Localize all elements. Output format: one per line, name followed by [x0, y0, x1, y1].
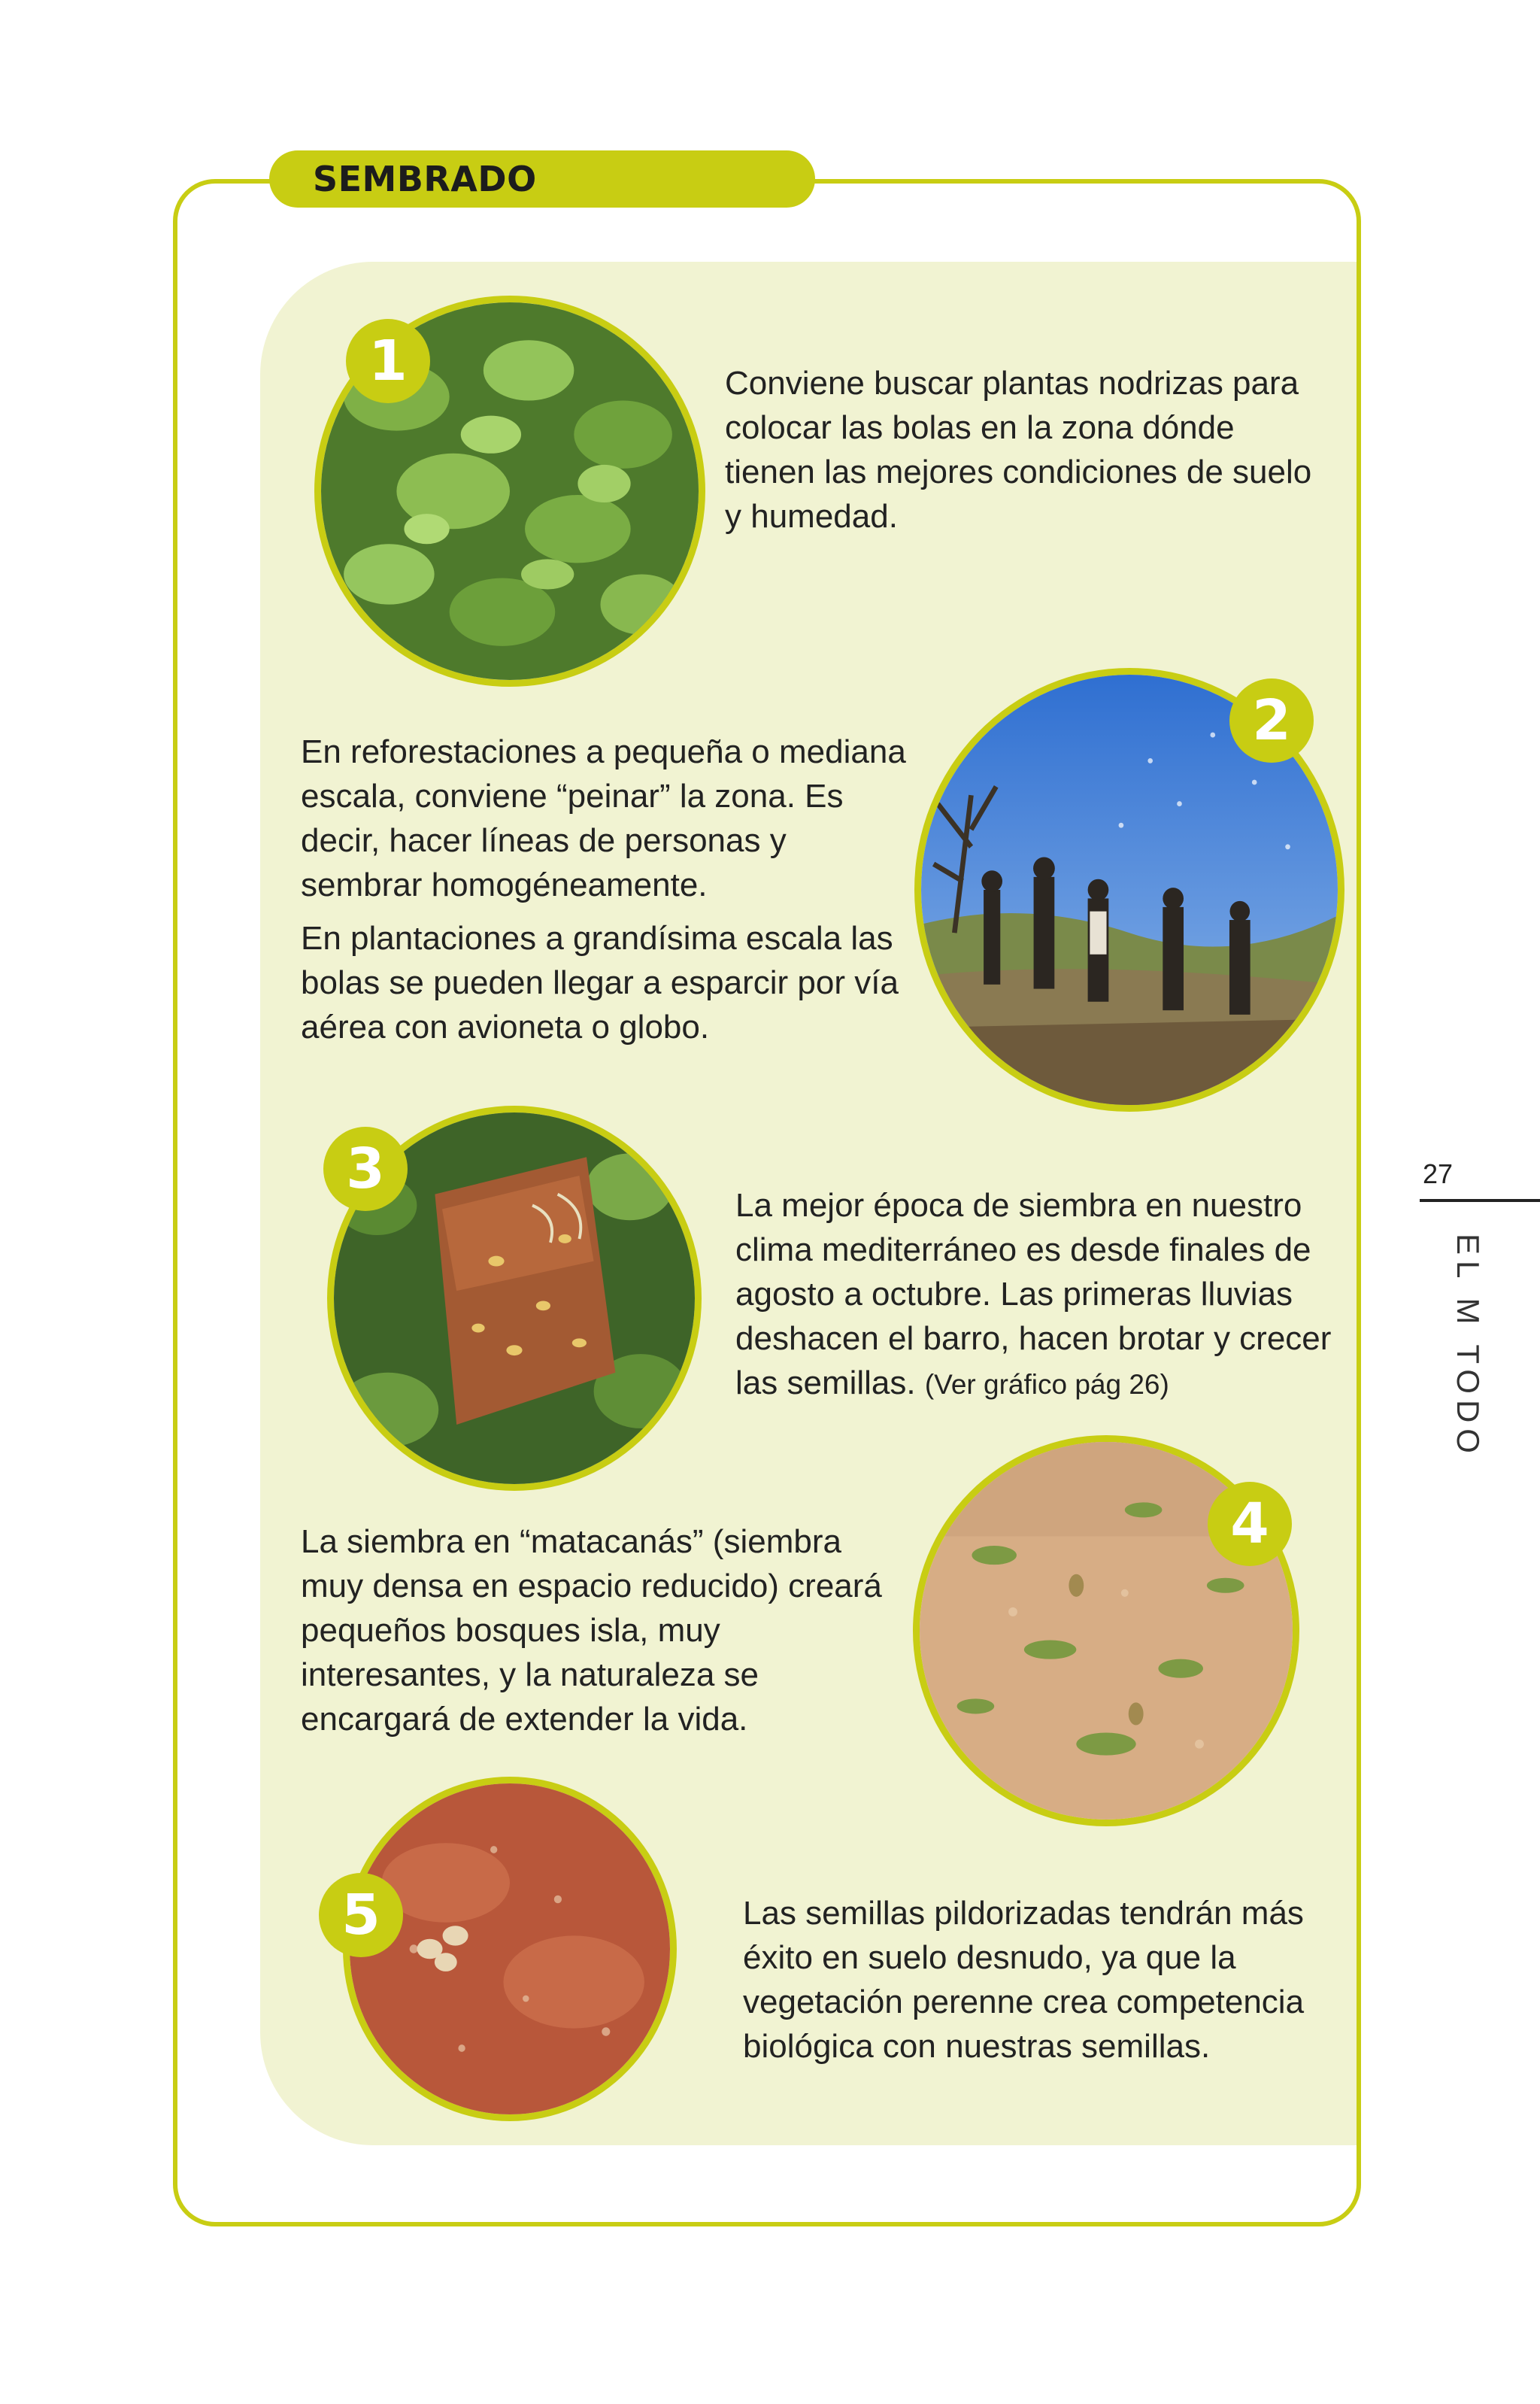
step-4-badge: 4	[1208, 1482, 1292, 1566]
page-number: 27	[1423, 1158, 1454, 1189]
step-1-text	[725, 361, 1326, 539]
step-2-paragraph-2: En plantaciones a grandísima escala las bolas se pueden llegar a esparcir por vía aérea con avioneta o globo.	[301, 920, 899, 1046]
step-2-paragraph-1: En reforestaciones a pequeña o mediana escala, conviene “peinar” la zona. Es decir, hacer líneas de personas y sembrar homogéneamente.	[301, 733, 906, 903]
step-5-paragraph: Las semillas pildorizadas tendrán más éxito en suelo desnudo, ya que la vegetación perenne crea competencia biológica con nuestras semillas.	[743, 1895, 1305, 2065]
page-number-rule	[1420, 1199, 1540, 1202]
step-3-reference-note: (Ver gráfico pág 26)	[924, 1369, 1169, 1400]
step-3-badge: 3	[323, 1127, 408, 1211]
step-4-paragraph: La siembra en “matacanás” (siembra muy densa en espacio reducido) creará pequeños bosques isla, muy interesantes, y la naturaleza se encargará de extender la vida.	[301, 1523, 882, 1738]
step-1-paragraph: Conviene buscar plantas nodrizas para colocar las bolas en la zona dónde tienen las mejores condiciones de suelo y humedad.	[725, 365, 1312, 535]
running-head: EL M TODO	[1451, 1234, 1486, 1459]
photo-bare-soil	[343, 1777, 677, 2121]
step-2-text	[301, 730, 910, 1049]
step-4-text	[301, 1519, 895, 1741]
step-1-badge: 1	[346, 319, 430, 403]
step-5-text	[743, 1891, 1344, 2069]
step-3-paragraph: La mejor época de siembra en nuestro clima mediterráneo es desde finales de agosto a octubre. Las primeras lluvias deshacen el barro, hacen brotar y crecer las semillas.	[735, 1187, 1332, 1401]
step-5-badge: 5	[319, 1873, 403, 1957]
section-title: SEMBRADO	[313, 159, 537, 199]
step-3-text	[735, 1183, 1344, 1407]
step-2-badge: 2	[1229, 678, 1314, 763]
section-tab	[269, 150, 815, 208]
